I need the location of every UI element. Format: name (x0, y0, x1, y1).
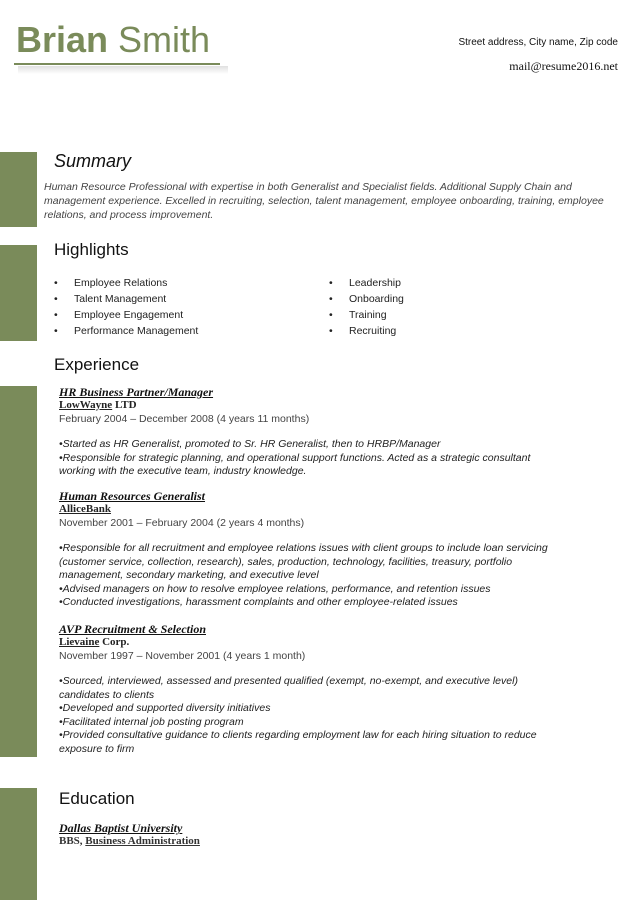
highlight-item: • Performance Management (54, 323, 198, 339)
highlight-item: • Employee Engagement (54, 307, 198, 323)
education-degree (59, 835, 200, 847)
job-bullet: •Sourced, interviewed, assessed and presented qualified (exempt, no-exempt, and executive level) candidates to clients (59, 675, 518, 701)
degree-prefix: BBS, (59, 835, 86, 847)
summary-text: Human Resource Professional with expertise in both Generalist and Specialist fields. Additional Supply Chain and management experience. Excelled in recruiting, selection, talent management, employee onboarding, training, employee relations, and process improvement. (44, 181, 604, 221)
job-bullet: •Developed and supported diversity initiatives (59, 702, 271, 714)
company-name: Lievaine (59, 636, 100, 648)
highlights-list-left (54, 275, 198, 339)
highlight-item: • Employee Relations (54, 275, 198, 291)
experience-heading: Experience (54, 355, 140, 374)
summary-heading: Summary (54, 151, 132, 171)
candidate-name (16, 18, 210, 62)
job-dates: February 2004 – December 2008 (4 years 11 months) (59, 413, 310, 425)
job-company (59, 503, 549, 516)
last-name: Smith (118, 19, 211, 60)
name-underline (14, 63, 220, 65)
email-address: mail@resume2016.net (509, 59, 618, 73)
job-title: Human Resources Generalist (59, 489, 206, 503)
job-title: AVP Recruitment & Selection (59, 622, 206, 636)
job-bullet: •Facilitated internal job posting program (59, 715, 244, 728)
company-suffix: Corp. (99, 636, 130, 648)
company-name: AlliceBank (59, 503, 111, 515)
job-title: HR Business Partner/Manager (59, 385, 214, 399)
job-entry (59, 385, 549, 479)
job-bullet: •Started as HR Generalist, promoted to Sr. HR Generalist, then to HRBP/Manager (59, 438, 441, 450)
education-school: Dallas Baptist University (59, 821, 183, 835)
job-company (59, 399, 549, 412)
job-bullet: •Advised managers on how to resolve employee relations, performance, and retention issues (59, 582, 491, 595)
job-dates: November 1997 – November 2001 (4 years 1 month) (59, 650, 306, 662)
education-heading: Education (59, 789, 135, 808)
highlight-item: • Leadership (329, 275, 404, 291)
highlights-heading: Highlights (54, 240, 129, 259)
degree-field: Business Administration (85, 835, 200, 847)
job-company (59, 636, 549, 649)
highlight-item: • Talent Management (54, 291, 198, 307)
job-bullet: •Responsible for strategic planning, and operational support functions. Acted as a strategic consultant working with the executive team, industry knowledge. (59, 451, 531, 477)
company-name: LowWayne (59, 399, 113, 411)
highlight-item: • Training (329, 307, 404, 323)
job-bullet: •Conducted investigations, harassment complaints and other employee-related issues (59, 596, 458, 608)
highlight-item: • Onboarding (329, 291, 404, 307)
summary-accent-bar (0, 152, 37, 227)
education-accent-bar (0, 788, 37, 900)
company-suffix: LTD (112, 399, 137, 411)
highlight-item: • Recruiting (329, 323, 404, 339)
job-entry (59, 622, 549, 756)
first-name: Brian (16, 19, 109, 60)
job-bullet: •Responsible for all recruitment and employee relations issues with client groups to include loan servicing (customer service, collection, research), sales, production, technology, facilities, treasury, portfolio management, secondary marketing, and executive level (59, 542, 548, 581)
job-bullet: •Provided consultative guidance to clients regarding employment law for each hiring situation to reduce exposure to firm (59, 729, 537, 755)
job-dates: November 2001 – February 2004 (2 years 4 months) (59, 517, 305, 529)
experience-accent-bar (0, 386, 37, 757)
job-entry (59, 489, 549, 610)
highlights-accent-bar (0, 245, 37, 341)
street-address: Street address, City name, Zip code (458, 37, 618, 48)
name-shadow (18, 66, 228, 74)
highlights-list-right (329, 275, 404, 339)
